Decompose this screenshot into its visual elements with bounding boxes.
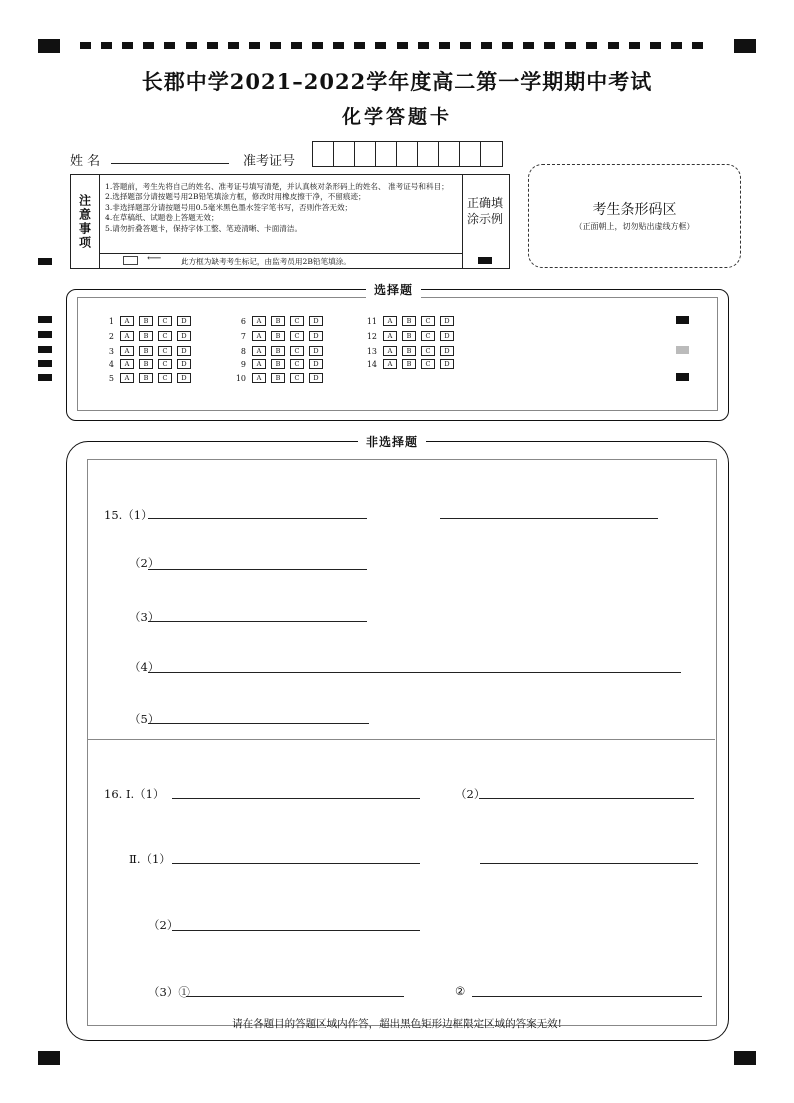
question-number: 10: [235, 373, 246, 383]
timing-mark: [544, 42, 555, 49]
option-bubble-a[interactable]: A: [120, 373, 134, 383]
option-bubble-c[interactable]: C: [421, 359, 435, 369]
page-subtitle: 化学答题卡: [341, 106, 452, 128]
timing-mark: [186, 42, 197, 49]
option-bubble-b[interactable]: B: [271, 331, 285, 341]
option-bubble-a[interactable]: A: [383, 316, 397, 326]
option-bubble-d[interactable]: D: [309, 316, 323, 326]
q15-3-label: （3）: [129, 610, 160, 624]
q16-ii-1-answer-a[interactable]: [172, 863, 420, 864]
choice-question-14: [363, 359, 459, 369]
question-number: 7: [240, 331, 246, 341]
choice-question-2: [100, 331, 196, 341]
choice-question-3: [100, 346, 196, 356]
option-bubble-a[interactable]: A: [252, 331, 266, 341]
choice-question-8: [232, 346, 328, 356]
choice-question-5: [100, 373, 196, 383]
example-label: 正确填涂示例: [467, 196, 504, 226]
choice-section-title: 选择题: [366, 281, 421, 298]
q16-ii-3-circle2-label: ②: [455, 984, 466, 998]
q15-3-answer[interactable]: [148, 621, 367, 622]
exam-id-digit-box[interactable]: [313, 142, 334, 166]
footer-warning: 请在各题目的答题区域内作答，超出黑色矩形边框限定区域的答案无效!: [232, 1018, 562, 1030]
timing-mark: [671, 42, 682, 49]
option-bubble-a[interactable]: A: [383, 359, 397, 369]
option-bubble-b[interactable]: B: [271, 346, 285, 356]
timing-mark: [692, 42, 703, 49]
option-bubble-c[interactable]: C: [421, 331, 435, 341]
choice-question-4: [100, 359, 196, 369]
option-bubble-a[interactable]: A: [252, 316, 266, 326]
question-number: 6: [240, 316, 246, 326]
corner-mark-bottom-right: [734, 1051, 756, 1065]
option-bubble-c[interactable]: C: [290, 359, 304, 369]
notes-line: 5.请勿折叠答题卡，保持字体工整、笔迹清晰、卡面清洁。: [105, 223, 303, 233]
timing-mark: [608, 42, 619, 49]
exam-id-digit-box[interactable]: [418, 142, 439, 166]
q16-i-2-answer[interactable]: [479, 798, 694, 799]
q16-ii-3-answer-1[interactable]: [186, 996, 404, 997]
q16-label: 16. Ⅰ.（1）: [104, 787, 165, 801]
timing-mark: [650, 42, 661, 49]
timing-mark: [418, 42, 429, 49]
q15-1-answer-a[interactable]: [148, 518, 367, 519]
q15-2-label: （2）: [129, 556, 160, 570]
corner-mark-top-right: [734, 39, 756, 53]
question-number: 9: [240, 359, 246, 369]
option-bubble-b[interactable]: B: [271, 316, 285, 326]
option-bubble-c[interactable]: C: [290, 331, 304, 341]
option-bubble-b[interactable]: B: [271, 373, 285, 383]
option-bubble-d[interactable]: D: [177, 331, 191, 341]
q15-5-answer[interactable]: [148, 723, 369, 724]
option-bubble-d[interactable]: D: [309, 331, 323, 341]
option-bubble-b[interactable]: B: [139, 373, 153, 383]
timing-mark: [164, 42, 175, 49]
timing-mark: [38, 374, 52, 381]
timing-mark: [333, 42, 344, 49]
q16-ii-2-answer[interactable]: [172, 930, 420, 931]
choice-mark-1: [676, 316, 689, 324]
filled-example-mark: [478, 257, 492, 264]
question-number: 3: [108, 346, 114, 356]
option-bubble-d[interactable]: D: [177, 316, 191, 326]
timing-mark: [80, 42, 91, 49]
q16-ii-3-answer-2[interactable]: [472, 996, 702, 997]
question-number: 8: [240, 346, 246, 356]
option-bubble-c[interactable]: C: [158, 373, 172, 383]
notes-line: 1.答题前，考生先将自己的姓名、准考证号填写清楚，并认真核对条形码上的姓名、 准考证号和科目；: [105, 182, 449, 191]
exam-id-boxes[interactable]: [312, 141, 503, 167]
q16-ii-1-answer-b[interactable]: [480, 863, 698, 864]
option-bubble-c[interactable]: C: [290, 373, 304, 383]
q15-4-label: （4）: [129, 660, 160, 674]
timing-mark: [38, 316, 52, 323]
timing-mark: [207, 42, 218, 49]
option-bubble-b[interactable]: B: [139, 331, 153, 341]
option-bubble-a[interactable]: A: [120, 331, 134, 341]
option-bubble-c[interactable]: C: [290, 316, 304, 326]
notes-line: 4.在草稿纸、试题卷上答题无效；: [105, 213, 219, 223]
timing-mark: [397, 42, 408, 49]
exam-id-digit-box[interactable]: [376, 142, 397, 166]
nonchoice-section-title: 非选择题: [358, 433, 426, 450]
option-bubble-b[interactable]: B: [139, 359, 153, 369]
option-bubble-d[interactable]: D: [177, 373, 191, 383]
exam-id-digit-box[interactable]: [460, 142, 481, 166]
exam-id-digit-box[interactable]: [439, 142, 460, 166]
nonchoice-section: [66, 441, 729, 1041]
q15-2-answer[interactable]: [148, 569, 367, 570]
barcode-title: 考生条形码区: [592, 202, 677, 218]
notes-line: 2.选择题部分请按题号用2B铅笔填涂方框，修改时用橡皮擦干净，不留痕迹；: [105, 192, 366, 202]
q16-i-2-label: （2）: [455, 787, 486, 801]
option-bubble-b[interactable]: B: [139, 316, 153, 326]
notes-heading: 注意事项: [71, 175, 100, 268]
timing-mark: [101, 42, 112, 49]
choice-question-6: [232, 316, 328, 326]
question-number: 1: [108, 316, 114, 326]
timing-mark: [249, 42, 260, 49]
notes-body: [105, 182, 455, 234]
exam-id-digit-box[interactable]: [355, 142, 376, 166]
q15-5-label: （5）: [129, 712, 160, 726]
question-number: 14: [366, 359, 377, 369]
timing-mark: [502, 42, 513, 49]
timing-mark: [460, 42, 471, 49]
option-bubble-d[interactable]: D: [309, 359, 323, 369]
q15-label: 15.（1）: [104, 508, 153, 522]
notes-box: [70, 174, 510, 269]
name-field[interactable]: [111, 163, 229, 164]
option-bubble-d[interactable]: D: [177, 359, 191, 369]
question-number: 5: [108, 373, 114, 383]
q15-4-answer[interactable]: [148, 672, 681, 673]
timing-mark: [143, 42, 154, 49]
absent-checkbox[interactable]: [123, 256, 138, 265]
q15-1-answer-b[interactable]: [440, 518, 658, 519]
option-bubble-c[interactable]: C: [158, 346, 172, 356]
option-bubble-c[interactable]: C: [158, 331, 172, 341]
timing-mark: [375, 42, 386, 49]
timing-mark: [354, 42, 365, 49]
timing-mark: [312, 42, 323, 49]
timing-mark-notes: [38, 258, 52, 265]
choice-question-10: [232, 373, 328, 383]
exam-id-digit-box[interactable]: [397, 142, 418, 166]
choice-question-1: [100, 316, 196, 326]
notes-line: 3.非选择题部分请按题号用0.5毫米黑色墨水签字笔书写，否则作答无效；: [105, 202, 353, 212]
timing-mark: [565, 42, 576, 49]
timing-mark: [439, 42, 450, 49]
exam-id-digit-box[interactable]: [481, 142, 502, 166]
option-bubble-c[interactable]: C: [158, 316, 172, 326]
option-bubble-a[interactable]: A: [383, 331, 397, 341]
option-bubble-c[interactable]: C: [421, 346, 435, 356]
option-bubble-b[interactable]: B: [402, 346, 416, 356]
option-bubble-b[interactable]: B: [139, 346, 153, 356]
option-bubble-b[interactable]: B: [402, 331, 416, 341]
option-bubble-d[interactable]: D: [177, 346, 191, 356]
choice-mark-3: [676, 373, 689, 381]
question-number: 11: [366, 316, 377, 326]
option-bubble-a[interactable]: A: [252, 359, 266, 369]
question-number: 4: [108, 359, 114, 369]
name-label: 姓 名: [70, 154, 101, 169]
timing-mark: [228, 42, 239, 49]
page-title: 长郡中学2021–2022学年度高二第一学期期中考试: [141, 69, 653, 94]
option-bubble-d[interactable]: D: [440, 316, 454, 326]
exam-id-digit-box[interactable]: [334, 142, 355, 166]
exam-id-label: 准考证号: [243, 154, 296, 169]
option-bubble-d[interactable]: D: [309, 373, 323, 383]
option-bubble-d[interactable]: D: [440, 331, 454, 341]
choice-question-9: [232, 359, 328, 369]
timing-mark: [270, 42, 281, 49]
option-bubble-b[interactable]: B: [271, 359, 285, 369]
option-bubble-a[interactable]: A: [120, 316, 134, 326]
q16-i-1-answer[interactable]: [172, 798, 420, 799]
choice-question-7: [232, 331, 328, 341]
option-bubble-c[interactable]: C: [421, 316, 435, 326]
option-bubble-a[interactable]: A: [120, 346, 134, 356]
question-number: 2: [108, 331, 114, 341]
timing-mark: [586, 42, 597, 49]
arrow-left-icon: ⟵: [147, 253, 162, 264]
question-number: 13: [366, 346, 377, 356]
choice-question-11: [363, 316, 459, 326]
option-bubble-a[interactable]: A: [120, 359, 134, 369]
option-bubble-b[interactable]: B: [402, 359, 416, 369]
timing-mark: [38, 331, 52, 338]
timing-mark: [523, 42, 534, 49]
option-bubble-c[interactable]: C: [290, 346, 304, 356]
barcode-hint: （正面朝上，切勿贴出虚线方框）: [574, 222, 695, 231]
absent-note: 此方框为缺考考生标记，由监考员用2B铅笔填涂。: [181, 257, 351, 266]
q16-ii-label: Ⅱ.（1）: [129, 852, 171, 866]
timing-mark: [291, 42, 302, 49]
timing-mark: [38, 360, 52, 367]
q16-ii-3-label: （3）①: [148, 985, 190, 999]
option-bubble-c[interactable]: C: [158, 359, 172, 369]
timing-mark: [629, 42, 640, 49]
option-bubble-b[interactable]: B: [402, 316, 416, 326]
option-bubble-d[interactable]: D: [309, 346, 323, 356]
option-bubble-d[interactable]: D: [440, 359, 454, 369]
corner-mark-bottom-left: [38, 1051, 60, 1065]
question-number: 12: [366, 331, 377, 341]
corner-mark-top-left: [38, 39, 60, 53]
timing-mark: [481, 42, 492, 49]
barcode-area: [528, 164, 741, 268]
choice-question-12: [363, 331, 459, 341]
q16-ii-2-label: （2）: [148, 918, 179, 932]
choice-question-13: [363, 346, 459, 356]
option-bubble-d[interactable]: D: [440, 346, 454, 356]
option-bubble-a[interactable]: A: [252, 373, 266, 383]
timing-mark: [38, 346, 52, 353]
choice-mark-2: [676, 346, 689, 354]
timing-mark: [122, 42, 133, 49]
option-bubble-a[interactable]: A: [383, 346, 397, 356]
option-bubble-a[interactable]: A: [252, 346, 266, 356]
